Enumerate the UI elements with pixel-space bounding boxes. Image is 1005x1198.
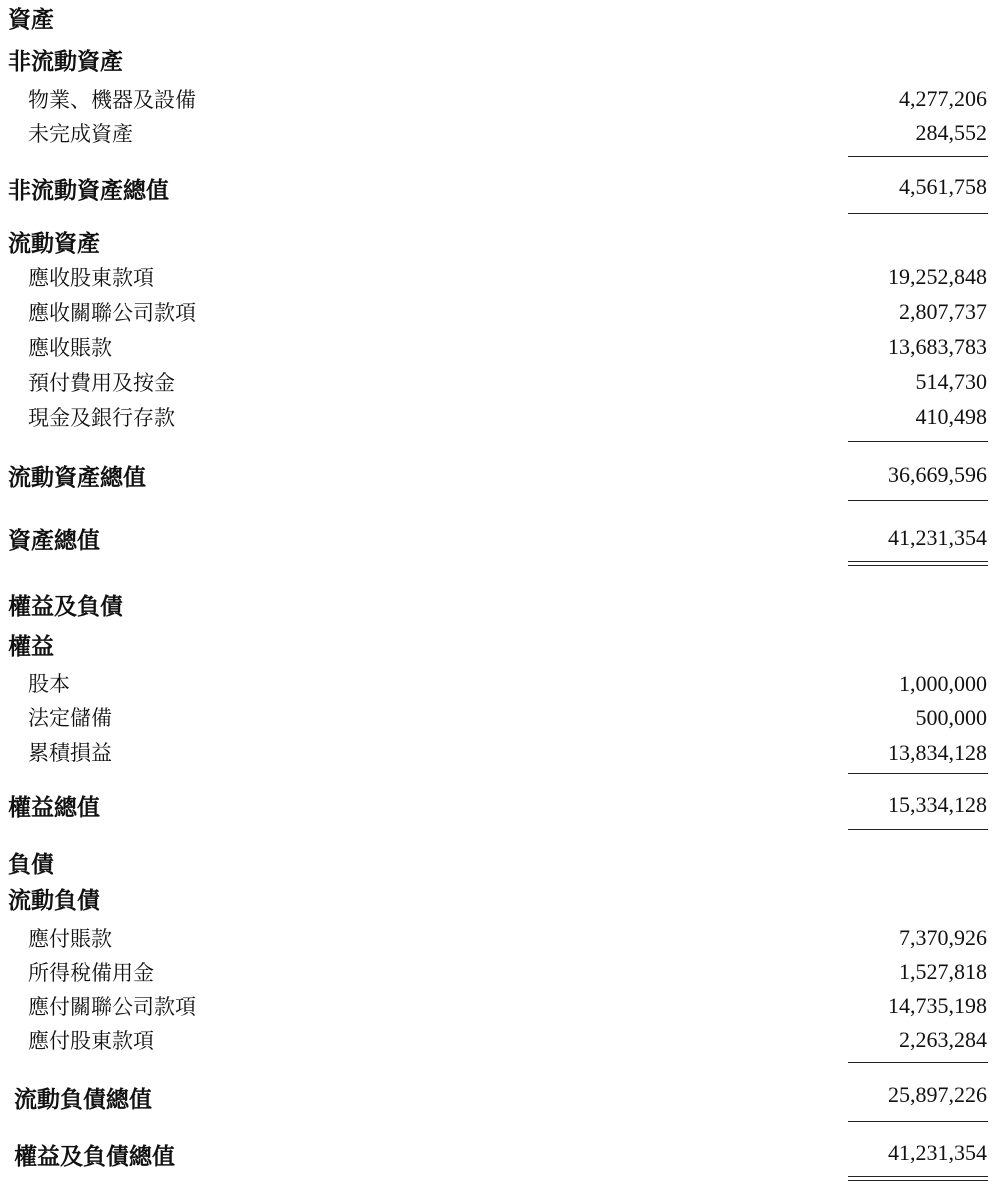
total-assets-value: 41,231,354 (888, 525, 987, 550)
line-item-label: 所得稅備用金 (28, 961, 154, 985)
current-assets-total-label: 流動資產總值 (8, 465, 146, 491)
line-item-value: 284,552 (915, 120, 987, 145)
line-item-label: 應付股東款項 (28, 1029, 154, 1053)
line-item-label: 法定儲備 (28, 706, 112, 730)
line-item-value: 2,263,284 (899, 1027, 987, 1052)
subtotal-rule (848, 500, 988, 501)
line-item-label: 應收股東款項 (28, 266, 154, 290)
line-item-value: 500,000 (915, 705, 987, 730)
total-assets-label: 資產總值 (8, 528, 100, 554)
non-current-assets-total-value: 4,561,758 (899, 174, 987, 199)
subtotal-rule (848, 156, 988, 157)
total-equity-liabilities-value: 41,231,354 (888, 1140, 987, 1165)
line-item-value: 19,252,848 (888, 264, 987, 289)
line-item-value: 2,807,737 (899, 299, 987, 324)
current-liabilities-total-value: 25,897,226 (888, 1082, 987, 1107)
line-item-label: 應付賬款 (28, 927, 112, 951)
liabilities-heading: 負債 (8, 852, 54, 878)
line-item-value: 410,498 (915, 404, 987, 429)
subtotal-rule (848, 441, 988, 442)
line-item-label: 物業、機器及設備 (28, 88, 196, 112)
equity-heading: 權益 (8, 634, 54, 660)
current-liabilities-heading: 流動負債 (8, 888, 100, 914)
total-equity-liabilities-label: 權益及負債總值 (14, 1144, 175, 1170)
grand-total-double-rule (848, 1176, 988, 1181)
non-current-assets-heading: 非流動資產 (8, 49, 123, 75)
equity-total-label: 權益總值 (8, 795, 100, 821)
equity-total-value: 15,334,128 (888, 792, 987, 817)
line-item-label: 應收賬款 (28, 336, 112, 360)
subtotal-rule (848, 773, 988, 774)
line-item-label: 累積損益 (28, 741, 112, 765)
line-item-value: 514,730 (915, 369, 987, 394)
assets-heading: 資產 (8, 7, 54, 33)
line-item-value: 1,000,000 (899, 671, 987, 696)
current-liabilities-total-label: 流動負債總值 (14, 1087, 152, 1113)
line-item-label: 應收關聯公司款項 (28, 301, 196, 325)
grand-total-double-rule (848, 561, 988, 566)
subtotal-rule (848, 1121, 988, 1122)
subtotal-rule (848, 829, 988, 830)
line-item-label: 現金及銀行存款 (28, 406, 175, 430)
line-item-value: 7,370,926 (899, 925, 987, 950)
current-assets-total-value: 36,669,596 (888, 462, 987, 487)
line-item-label: 預付費用及按金 (28, 371, 175, 395)
line-item-label: 應付關聯公司款項 (28, 995, 196, 1019)
line-item-value: 13,834,128 (888, 740, 987, 765)
subtotal-rule (848, 213, 988, 214)
line-item-value: 14,735,198 (888, 993, 987, 1018)
non-current-assets-total-label: 非流動資產總值 (8, 178, 169, 204)
line-item-label: 未完成資產 (28, 122, 133, 146)
subtotal-rule (848, 1062, 988, 1063)
line-item-value: 13,683,783 (888, 334, 987, 359)
line-item-label: 股本 (28, 672, 70, 696)
current-assets-heading: 流動資產 (8, 231, 100, 257)
line-item-value: 4,277,206 (899, 86, 987, 111)
line-item-value: 1,527,818 (899, 959, 987, 984)
equity-liabilities-heading: 權益及負債 (8, 594, 123, 620)
